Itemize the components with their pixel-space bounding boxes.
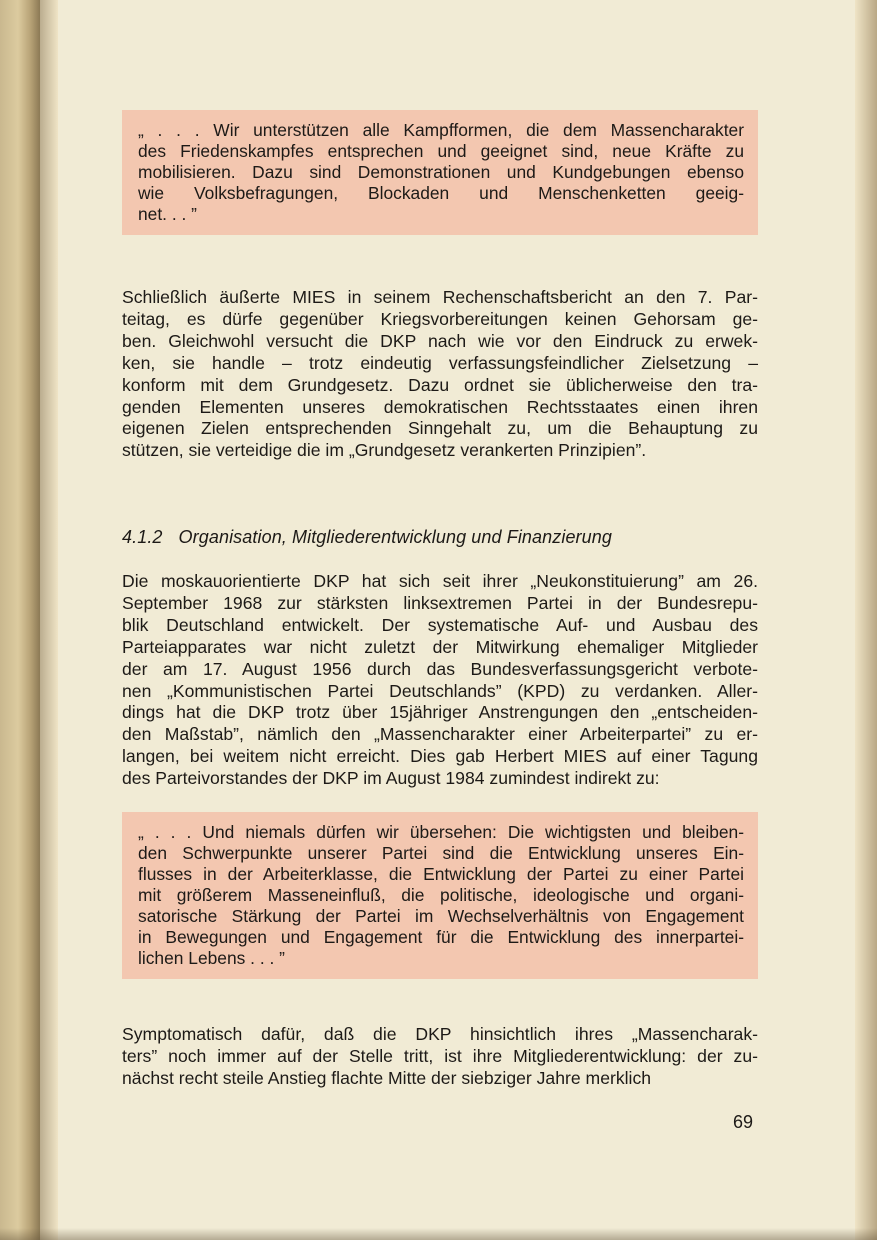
text-line: Die moskauorientierte DKP hat sich seit ihrer „Neukonstituierung” am 26. bbox=[122, 571, 758, 591]
section-heading bbox=[122, 527, 612, 548]
text-line: des Parteivorstandes der DKP im August 1984 zumindest indirekt zu: bbox=[122, 768, 660, 789]
text-line: Parteiapparates war nicht zuletzt der Mitwirkung ehemaliger Mitglieder bbox=[122, 636, 758, 657]
quote-text bbox=[138, 120, 744, 225]
quote-text bbox=[138, 822, 744, 969]
section-number: 4.1.2 bbox=[122, 527, 163, 547]
text-line: konform mit dem Grundgesetz. Dazu ordnet sie üblicherweise den tra- bbox=[122, 374, 758, 395]
text-line: Schließlich äußerte MIES in seinem Rechenschaftsbericht an den 7. Par- bbox=[122, 287, 758, 307]
text-line: satorische Stärkung der Partei im Wechselverhältnis von Engagement bbox=[138, 906, 744, 926]
paragraph-mies-report bbox=[122, 287, 758, 462]
text-line: lichen Lebens . . . ” bbox=[138, 948, 285, 968]
text-line: eigenen Zielen entsprechenden Sinngehalt zu, um die Behauptung zu bbox=[122, 418, 758, 439]
text-line: ken, sie handle – trotz eindeutig verfassungsfeindlicher Zielsetzung – bbox=[122, 352, 758, 373]
quote-box-party-influence bbox=[122, 812, 758, 979]
text-line: dings hat die DKP trotz über 15jähriger Anstrengungen den „entscheiden- bbox=[122, 702, 758, 723]
section-title: Organisation, Mitgliederentwicklung und Finanzierung bbox=[178, 527, 612, 547]
text-line: in Bewegungen und Engagement für die Entwicklung des innerpartei- bbox=[138, 927, 744, 947]
text-line: wie Volksbefragungen, Blockaden und Menschenketten geeig- bbox=[138, 183, 744, 203]
text-line: mobilisieren. Dazu sind Demonstrationen und Kundgebungen ebenso bbox=[138, 162, 744, 182]
text-line: teitag, es dürfe gegenüber Kriegsvorbereitungen keinen Gehorsam ge- bbox=[122, 308, 758, 329]
bottom-edge-shadow bbox=[0, 1228, 877, 1240]
gutter-shadow bbox=[40, 0, 58, 1240]
text-line: ters” noch immer auf der Stelle tritt, ist ihre Mitgliederentwicklung: der zu- bbox=[122, 1045, 758, 1066]
text-line: nen „Kommunistischen Partei Deutschlands” (KPD) zu verdanken. Aller- bbox=[122, 680, 758, 701]
text-line: September 1968 zur stärksten linksextremen Partei in der Bundesrepu- bbox=[122, 592, 758, 613]
text-line: mit größerem Masseneinfluß, die politische, ideologische und organi- bbox=[138, 885, 744, 905]
paragraph-membership bbox=[122, 1024, 758, 1090]
text-line: Symptomatisch dafür, daß die DKP hinsichtlich ihres „Massencharak- bbox=[122, 1024, 758, 1044]
text-line: „ . . . Wir unterstützen alle Kampfformen, die dem Massencharakter bbox=[138, 120, 744, 140]
text-line: blik Deutschland entwickelt. Der systematische Auf- und Ausbau des bbox=[122, 614, 758, 635]
text-line: des Friedenskampfes entsprechen und geeignet sind, neue Kräfte zu bbox=[138, 141, 744, 161]
book-spine bbox=[0, 0, 40, 1240]
paragraph-dkp-organisation bbox=[122, 571, 758, 790]
text-line: net. . . ” bbox=[138, 204, 197, 224]
text-line: ben. Gleichwohl versucht die DKP nach wie vor den Eindruck zu erwek- bbox=[122, 330, 758, 351]
text-line: den Maßstab”, nämlich den „Massencharakter einer Arbeiterpartei” zu er- bbox=[122, 724, 758, 745]
text-line: „ . . . Und niemals dürfen wir übersehen: Die wichtigsten und bleiben- bbox=[138, 822, 744, 842]
text-line: flusses in der Arbeiterklasse, die Entwicklung der Partei zu einer Partei bbox=[138, 864, 744, 884]
quote-box-peace-movement bbox=[122, 110, 758, 235]
page-number: 69 bbox=[733, 1112, 754, 1132]
text-line: der am 17. August 1956 durch das Bundesverfassungsgericht verbote- bbox=[122, 658, 758, 679]
text-line: stützen, sie verteidige die im „Grundgesetz verankerten Prinzipien”. bbox=[122, 440, 647, 461]
page-edge-shadow bbox=[855, 0, 877, 1240]
text-line: nächst recht steile Anstieg flachte Mitte der siebziger Jahre merklich bbox=[122, 1067, 652, 1088]
text-line: den Schwerpunkte unserer Partei sind die Entwicklung unseres Ein- bbox=[138, 843, 744, 863]
text-line: genden Elementen unseres demokratischen Rechtsstaates einen ihren bbox=[122, 396, 758, 417]
text-line: langen, bei weitem nicht erreicht. Dies gab Herbert MIES auf einer Tagung bbox=[122, 746, 758, 767]
